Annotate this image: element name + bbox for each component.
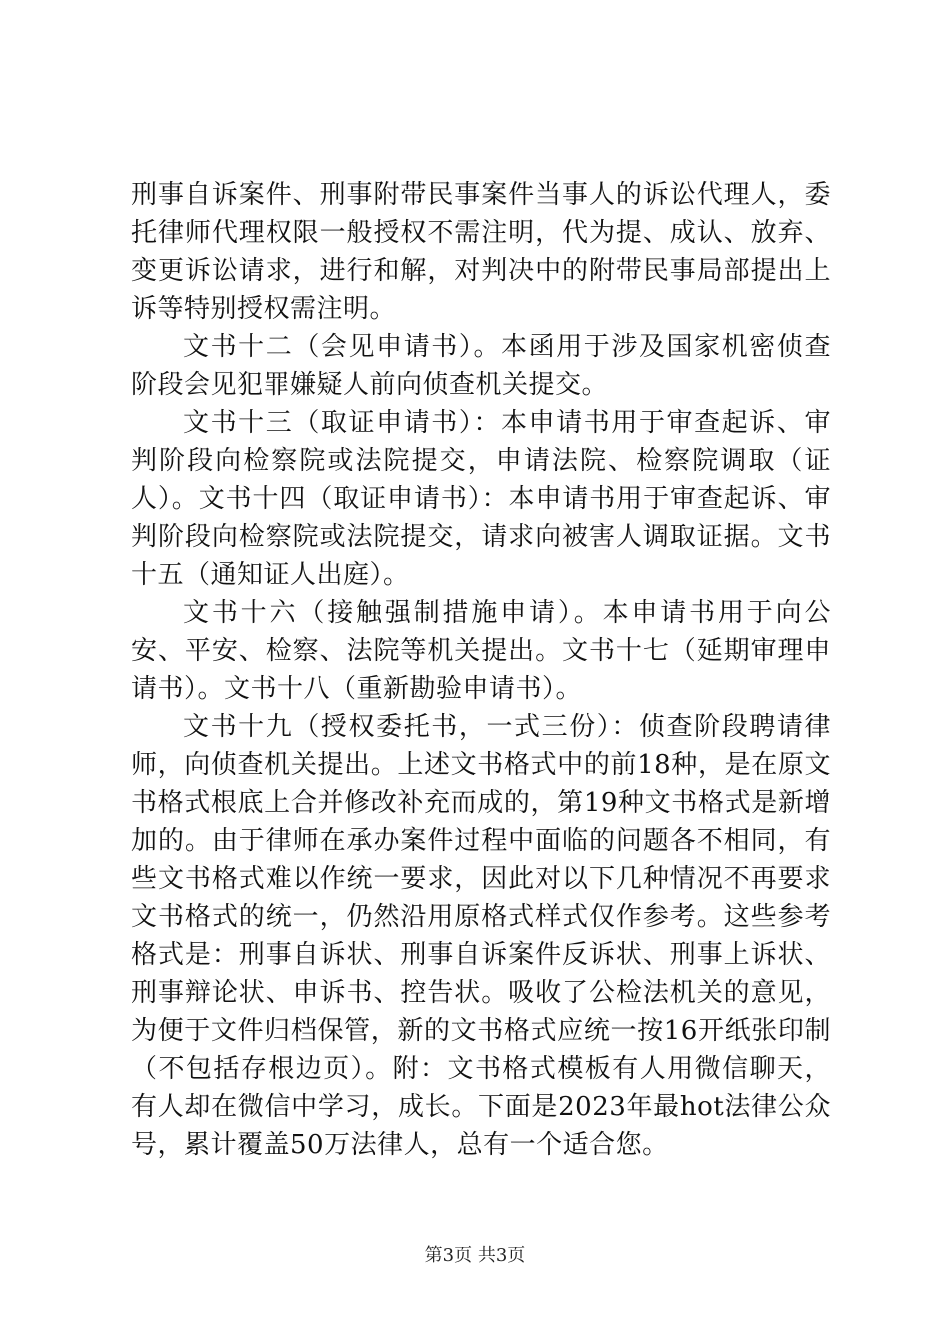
- paragraph-document-12: 文书十二（会见申请书）。本函用于涉及国家机密侦查阶段会见犯罪嫌疑人前向侦查机关提交。: [131, 332, 831, 400]
- paragraph-document-13-15: 文书十三（取证申请书）：本申请书用于审查起诉、审判阶段向检察院或法院提交，申请法院、检察院调取（证人）。文书十四（取证申请书）：本申请书用于审查起诉、审判阶段向检察院或法院提交，请求向被害人调取证据。文书十五（通知证人出庭）。: [131, 408, 831, 590]
- paragraph-litigation-agent: 刑事自诉案件、刑事附带民事案件当事人的诉讼代理人，委托律师代理权限一般授权不需注明，代为提、成认、放弃、变更诉讼请求，进行和解，对判决中的附带民事局部提出上诉等特别授权需注明。: [131, 180, 831, 324]
- page-number-footer: 第3页 共3页: [424, 1245, 526, 1266]
- document-body: [131, 176, 831, 1164]
- paragraph-document-19: 文书十九（授权委托书，一式三份）：侦查阶段聘请律师，向侦查机关提出。上述文书格式中的前18种，是在原文书格式根底上合并修改补充而成的，第19种文书格式是新增加的。由于律师在承办案件过程中面临的问题各不相同，有些文书格式难以作统一要求，因此对以下几种情况不再要求文书格式的统一，仍然沿用原格式样式仅作参考。这些参考格式是：刑事自诉状、刑事自诉案件反诉状、刑事上诉状、刑事辩论状、申诉书、控告状。吸收了公检法机关的意见，为便于文件归档保管，新的文书格式应统一按16开纸张印制（不包括存根边页）。附：文书格式模板有人用微信聊天，有人却在微信中学习，成长。下面是2023年最hot法律公众号，累计覆盖50万法律人，总有一个适合您。: [131, 712, 831, 1160]
- paragraph-document-16-18: 文书十六（接触强制措施申请）。本申请书用于向公安、平安、检察、法院等机关提出。文书十七（延期审理申请书）。文书十八（重新勘验申请书）。: [131, 598, 831, 704]
